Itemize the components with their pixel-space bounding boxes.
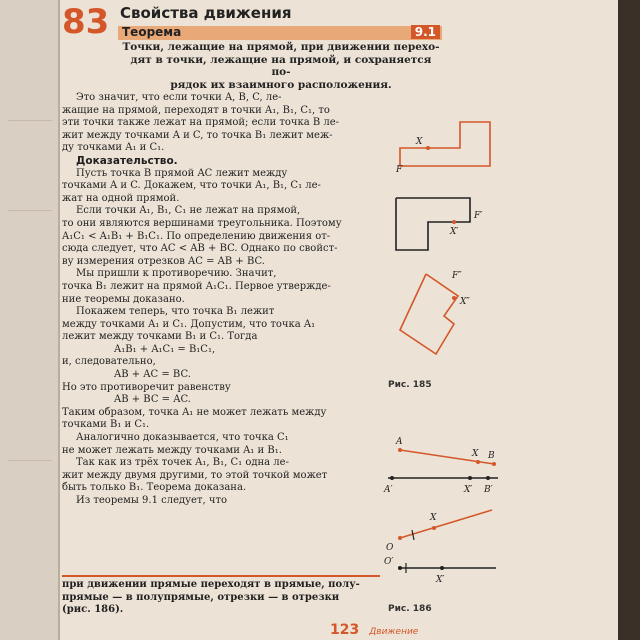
text-line: ву измерения отрезков AC = AB + BC.: [62, 255, 265, 267]
point-x-ray: [432, 526, 436, 530]
chapter-title: Свойства движения: [120, 4, 292, 22]
theorem-line: рядок их взаимного расположения.: [170, 78, 392, 91]
text-line: Это значит, что если точки A, B, C, ле-: [76, 92, 282, 103]
text-line: лежит между точками B₁ и C₁. Тогда: [62, 331, 258, 343]
formula: AB + BC = AC.: [114, 394, 191, 406]
conclusion-box: [62, 575, 380, 617]
text-line: и, следовательно,: [62, 356, 156, 368]
background-edge: [618, 0, 640, 640]
point-b-prime: [486, 476, 490, 480]
caption-fig-186: Рис. 186: [388, 604, 432, 614]
label-x-ray-prime: X′: [436, 575, 445, 585]
text-line: Покажем теперь, что точка B₁ лежит: [76, 306, 275, 318]
text-line: Но это противоречит равенству: [62, 381, 231, 393]
text-line: точка B₁ лежит на прямой A₁C₁. Первое утвержде-: [62, 280, 331, 292]
label-x-prime: X′: [450, 227, 459, 237]
shape-f: [400, 122, 490, 166]
text-line: Если точки A₁, B₁, C₁ не лежат на прямой,: [76, 205, 301, 217]
label-o-prime: O′: [384, 557, 394, 567]
text-line: жит между точками A и C, то точка B₁ лежит меж-: [62, 129, 333, 141]
point-x-prime-186: [468, 476, 472, 480]
label-x-double-prime: X″: [460, 297, 470, 307]
point-a-prime: [390, 476, 394, 480]
text-line: Аналогично доказывается, что точка C₁: [76, 432, 289, 444]
point-x-double-prime: [452, 296, 456, 300]
conclusion-line: прямые — в полупрямые, отрезки — в отрезки: [62, 591, 340, 603]
main-text: [62, 92, 380, 508]
label-o: O: [386, 543, 394, 553]
text-line: A₁C₁ < A₁B₁ + B₁C₁. По определению движения от-: [62, 230, 331, 242]
point-o-prime: [398, 566, 402, 570]
text-line: жат на одной прямой.: [62, 192, 180, 204]
text-line: жащие на прямой, переходят в точки A₁, B₁, C₁, то: [62, 104, 330, 116]
proof-heading: Доказательство.: [76, 154, 178, 167]
conclusion-line: при движении прямые переходят в прямые, полу-: [62, 579, 360, 590]
label-f-double-prime: F″: [452, 271, 462, 281]
label-x-prime-186: X′: [464, 485, 473, 495]
formula: AB + AC = BC.: [114, 369, 191, 381]
text-line: ду точками A₁ и C₁.: [62, 142, 165, 154]
label-f-prime: F′: [474, 211, 483, 221]
label-x-ray: X: [430, 513, 437, 523]
chapter-number: 83: [62, 2, 110, 42]
formula: A₁B₁ + A₁C₁ = B₁C₁,: [114, 343, 216, 355]
text-line: ние теоремы доказано.: [62, 293, 185, 305]
text-line: сюда следует, что AC < AB + BC. Однако по свойст-: [62, 243, 338, 255]
point-b: [492, 462, 496, 466]
point-x: [426, 146, 430, 150]
theorem-label: Теорема: [122, 25, 182, 39]
conclusion-line: (рис. 186).: [62, 604, 124, 615]
label-x-186: X: [472, 449, 479, 459]
theorem-line: дят в точки, лежащие на прямой, и сохраняется по-: [130, 53, 432, 78]
text-line: Пусть точка B прямой AC лежит между: [76, 167, 288, 179]
point-x-prime: [452, 220, 456, 224]
text-line: Из теоремы 9.1 следует, что: [76, 495, 228, 506]
text-line: Мы пришли к противоречию. Значит,: [76, 268, 277, 280]
shape-f-double-prime: [400, 274, 458, 354]
text-line: эти точки также лежат на прямой; если точка B ле-: [62, 117, 340, 129]
text-line: то они являются вершинами треугольника. Поэтому: [62, 217, 342, 229]
caption-fig-185: Рис. 185: [388, 380, 432, 390]
shape-f-prime: [396, 198, 470, 250]
text-line: быть только B₁. Теорема доказана.: [62, 482, 247, 494]
theorem-number: 9.1: [411, 25, 440, 39]
text-line: точками A и C. Докажем, что точки A₁, B₁, C₁ ле-: [62, 180, 321, 192]
point-a: [398, 448, 402, 452]
label-b-prime: B′: [484, 485, 493, 495]
text-line: Так как из трёх точек A₁, B₁, C₁ одна ле-: [76, 457, 289, 469]
left-page-edge: [0, 0, 60, 640]
theorem-line: Точки, лежащие на прямой, при движении перехо-: [122, 41, 440, 53]
label-f: F: [396, 165, 403, 175]
label-a: A: [396, 437, 403, 447]
text-line: между точками A₁ и C₁. Допустим, что точка A₁: [62, 318, 316, 330]
label-a-prime: A′: [384, 485, 393, 495]
theorem-statement: [120, 41, 442, 91]
text-line: Таким образом, точка A₁ не может лежать между: [62, 406, 327, 418]
label-b: B: [488, 451, 495, 461]
figures-area: [378, 110, 618, 630]
point-x-ray-prime: [440, 566, 444, 570]
page-number: 123: [330, 622, 360, 638]
page-footer: [330, 622, 418, 638]
text-line: не может лежать между точками A₁ и B₁.: [62, 444, 282, 456]
point-o: [398, 536, 402, 540]
ray-o: [400, 510, 492, 538]
label-x: X: [416, 137, 423, 147]
theorem-header: [118, 26, 442, 40]
text-line: жит между двумя другими, то этой точкой может: [62, 469, 328, 481]
point-x-186: [476, 460, 480, 464]
footer-section: Движение: [369, 627, 419, 637]
text-line: точками B₁ и C₁.: [62, 419, 150, 431]
